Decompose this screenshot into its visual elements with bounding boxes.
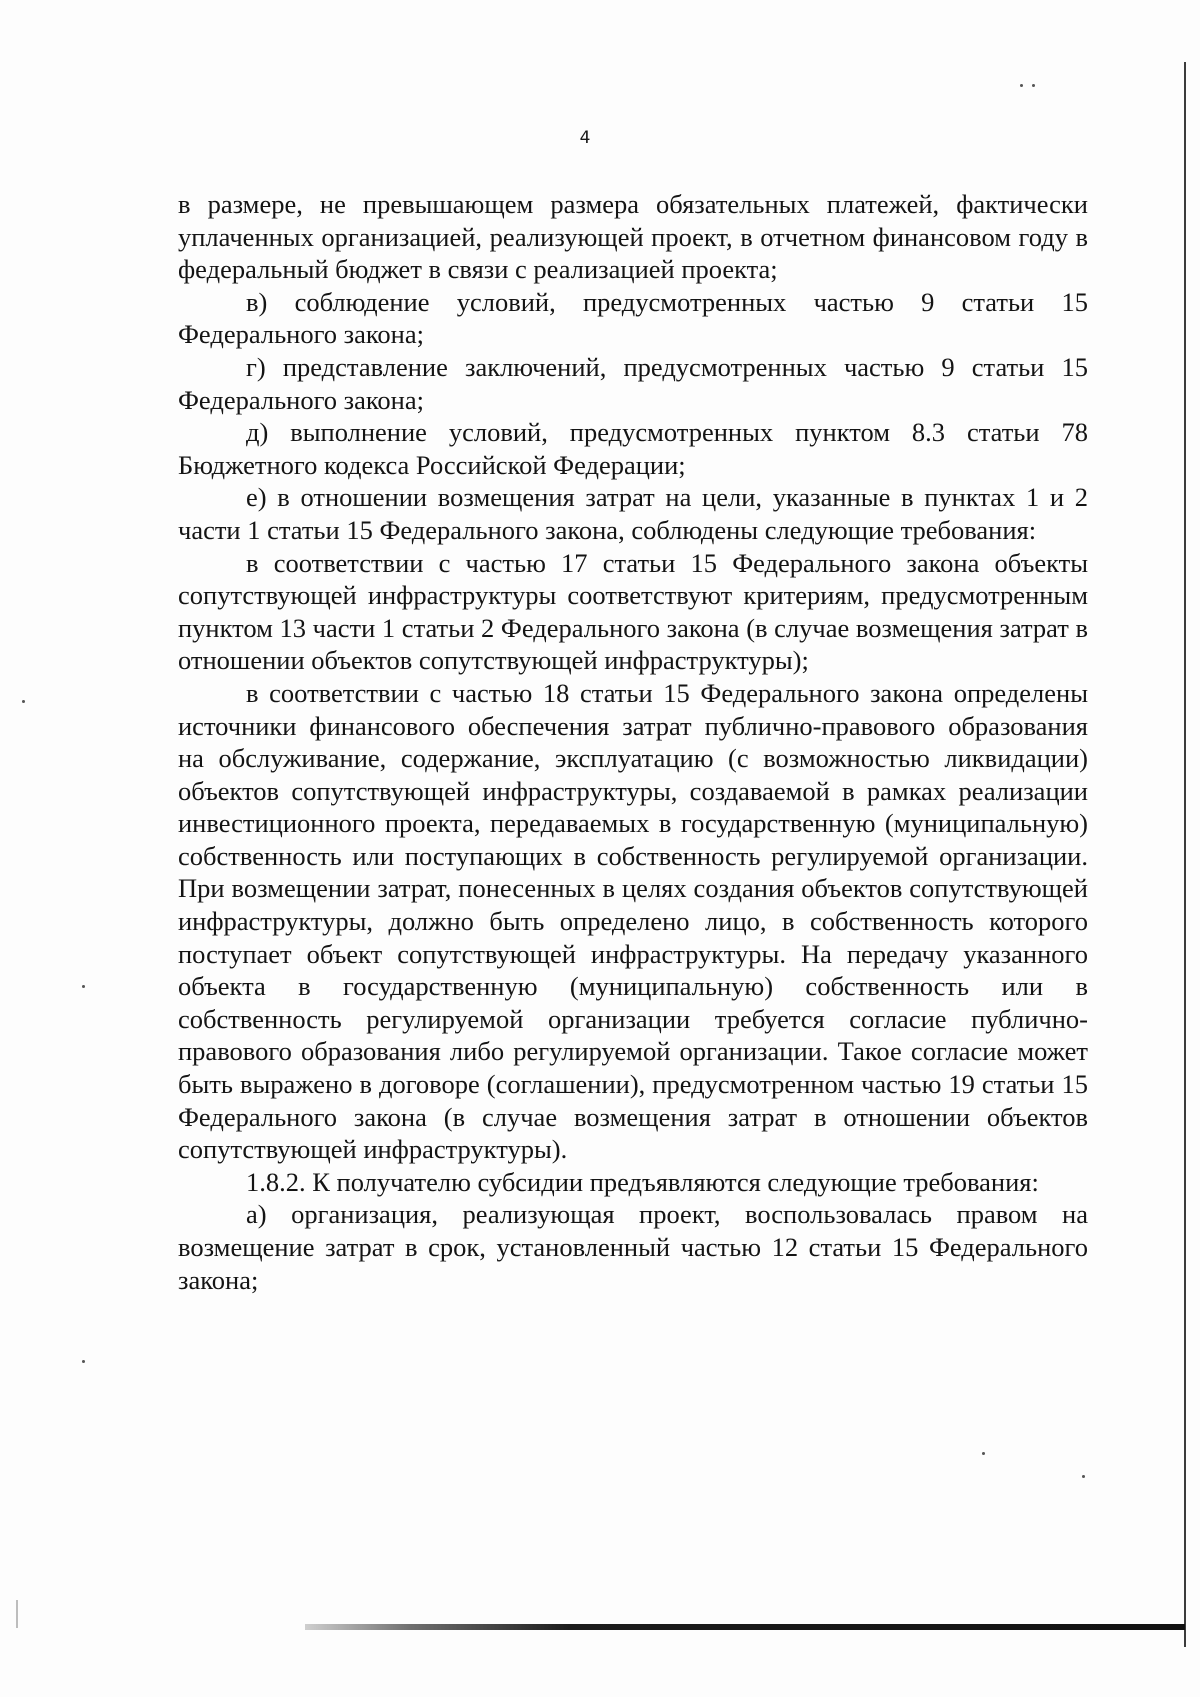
paragraph-item-v: в) соблюдение условий, предусмотренных частью 9 статьи 15 Федерального закона;	[178, 286, 1088, 350]
scan-speck	[1032, 84, 1035, 87]
scan-bottom-edge	[305, 1624, 1185, 1630]
scan-speck	[82, 1360, 85, 1363]
paragraph-part-18: в соответствии с частью 18 статьи 15 Федерального закона определены источники финансового обеспечения затрат публично-правового образования на обслуживание, содержание, эксплуатацию (с возможностью ликвидации) объектов сопутствующей инфраструктуры, создаваемой в рамках реализации инвестиционного проекта, передаваемых в государственную (муниципальную) собственность или поступающих в собственность регулируемой организации. При возмещении затрат, понесенных в целях создания объектов сопутствующей инфраструктуры, должно быть определено лицо, в собственность которого поступает объект сопутствующей инфраструктуры. На передачу указанного объекта в государственную (муниципальную) собственность или в собственность регулируемой организации требуется согласие публично-правового образования либо регулируемой организации. Такое согласие может быть выражено в договоре (соглашении), предусмотренном частью 19 статьи 15 Федерального закона (в случае возмещения затрат в отношении объектов сопутствующей инфраструктуры).	[178, 677, 1088, 1165]
page-number: 4	[579, 128, 591, 148]
scan-left-mark	[16, 1600, 18, 1628]
scan-speck	[982, 1452, 985, 1455]
scan-right-edge	[1184, 62, 1186, 1647]
paragraph-item-e: е) в отношении возмещения затрат на цели, указанные в пунктах 1 и 2 части 1 статьи 15 Федерального закона, соблюдены следующие требования:	[178, 482, 1088, 545]
paragraph-item-g: г) представление заключений, предусмотренных частью 9 статьи 15 Федерального закона;	[178, 351, 1088, 415]
scan-speck	[1082, 1475, 1085, 1478]
paragraph-section-1-8-2: 1.8.2. К получателю субсидии предъявляются следующие требования:	[246, 1166, 1039, 1197]
paragraph-item-d: д) выполнение условий, предусмотренных пунктом 8.3 статьи 78 Бюджетного кодекса Российской Федерации;	[178, 417, 1088, 480]
document-body	[178, 188, 1088, 1296]
scan-speck	[22, 700, 25, 703]
scan-speck	[1020, 84, 1023, 87]
paragraph-item-a: а) организация, реализующая проект, воспользовалась правом на возмещение затрат в срок, установленный частью 12 статьи 15 Федерального закона;	[178, 1199, 1088, 1295]
paragraph-continuation: в размере, не превышающем размера обязательных платежей, фактически уплаченных организацией, реализующей проект, в отчетном финансовом году в федеральный бюджет в связи с реализацией проекта;	[178, 189, 1088, 285]
scan-speck	[82, 985, 85, 988]
paragraph-part-17: в соответствии с частью 17 статьи 15 Федерального закона объекты сопутствующей инфраструктуры соответствуют критериям, предусмотренным пунктом 13 части 1 статьи 2 Федерального закона (в случае возмещения затрат в отношении объектов сопутствующей инфраструктуры);	[178, 547, 1088, 676]
